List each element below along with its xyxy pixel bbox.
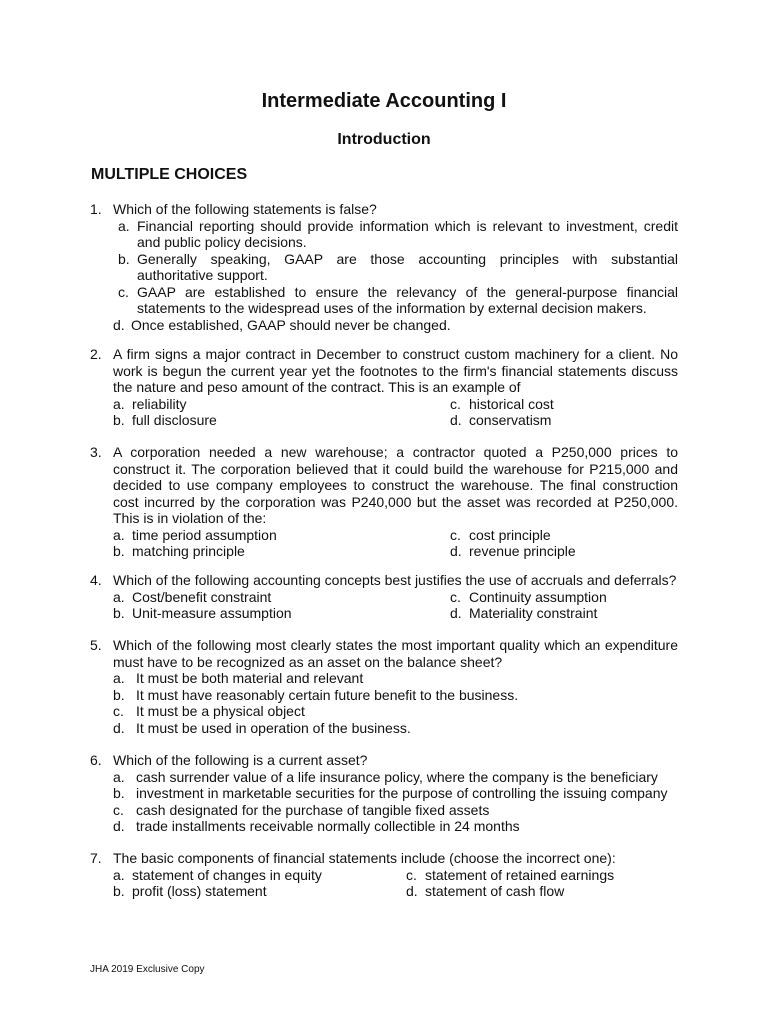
option-letter: b.: [113, 686, 125, 703]
option-letter: d.: [450, 412, 462, 428]
option-letter: a.: [113, 588, 125, 605]
option-b: [113, 605, 450, 622]
option-d: [450, 412, 678, 429]
option-text: It must be used in operation of the business.: [136, 719, 411, 736]
option-a: [113, 867, 406, 884]
option-letter: a.: [113, 768, 125, 785]
option-letter: c.: [113, 801, 124, 818]
option-b: [113, 251, 678, 284]
option-letter: d.: [113, 719, 125, 736]
option-letter: b.: [113, 883, 125, 899]
option-c: [113, 284, 678, 317]
option-letter: d.: [113, 818, 125, 834]
option-d: [113, 818, 678, 835]
option-text: Unit-measure assumption: [132, 605, 292, 621]
option-c: [113, 802, 678, 819]
question-1: [90, 201, 678, 333]
option-c: [450, 527, 678, 544]
question-number: 5.: [90, 637, 102, 653]
option-text: cash designated for the purchase of tangible fixed assets: [136, 801, 490, 818]
page-subtitle: Introduction: [337, 131, 431, 148]
question-7: [90, 850, 678, 900]
question-stem: [90, 444, 678, 527]
section-heading: MULTIPLE CHOICES: [91, 166, 248, 183]
option-text: Once established, GAAP should never be changed.: [131, 316, 451, 333]
option-letter: c.: [450, 526, 461, 543]
option-text: Cost/benefit constraint: [132, 588, 272, 605]
option-letter: a.: [118, 217, 130, 234]
option-text: Generally speaking, GAAP are those accounting principles with substantial authoritative support.: [137, 250, 678, 283]
option-text: profit (loss) statement: [132, 883, 267, 899]
question-text: The basic components of financial statements include (choose the incorrect one):: [113, 850, 616, 866]
option-letter: d.: [113, 316, 125, 333]
question-stem: [90, 346, 678, 396]
option-letter: b.: [113, 543, 125, 559]
option-text: statement of cash flow: [425, 883, 565, 899]
question-text: Which of the following statements is false?: [113, 201, 377, 217]
option-text: statement of changes in equity: [132, 866, 322, 883]
option-text: trade installments receivable normally collectible in 24 months: [136, 818, 520, 834]
question-text: Which of the following most clearly states the most important quality which an expenditure must have to be recognized as an asset on the balance sheet?: [113, 637, 678, 670]
question-stem: [90, 752, 678, 769]
option-d: [406, 883, 678, 900]
option-d: [450, 605, 678, 622]
option-b: [113, 687, 678, 704]
option-letter: d.: [450, 543, 462, 559]
option-d: [113, 720, 678, 737]
question-stem: [90, 572, 678, 589]
question-stem: [90, 850, 678, 867]
option-a: [113, 589, 450, 606]
option-c: [113, 703, 678, 720]
question-number: 7.: [90, 850, 102, 866]
option-letter: a.: [113, 670, 125, 686]
question-text: A corporation needed a new warehouse; a contractor quoted a P250,000 prices to construct it. The corporation believed that it could build the warehouse for P215,000 and decided to use company employees to construct the warehouse. The final construction cost incurred by the corporation was P240,000 but the asset was recorded at P250,000. This is in violation of the:: [113, 444, 678, 526]
option-b: [113, 543, 450, 560]
option-b: [113, 412, 450, 429]
option-text: Materiality constraint: [469, 605, 598, 621]
page-title: Intermediate Accounting I: [261, 90, 507, 112]
option-letter: a.: [113, 395, 125, 412]
option-text: cash surrender value of a life insurance policy, where the company is the beneficiary: [136, 768, 658, 785]
question-3: [90, 444, 678, 560]
option-b: [113, 883, 406, 900]
option-text: It must be a physical object: [136, 703, 305, 719]
question-6: [90, 752, 678, 835]
option-text: investment in marketable securities for the purpose of controlling the issuing company: [136, 785, 668, 801]
option-b: [113, 785, 678, 802]
question-stem: [90, 201, 678, 218]
option-letter: d.: [406, 883, 418, 899]
option-text: revenue principle: [469, 543, 576, 559]
option-text: full disclosure: [132, 412, 217, 428]
option-c: [450, 589, 678, 606]
option-letter: b.: [118, 250, 130, 267]
option-a: [113, 396, 450, 413]
option-text: historical cost: [469, 395, 554, 412]
option-text: statement of retained earnings: [425, 866, 615, 883]
question-stem: [90, 637, 678, 670]
footer: JHA 2019 Exclusive Copy: [90, 964, 205, 975]
option-text: conservatism: [469, 412, 552, 428]
option-text: cost principle: [469, 526, 551, 543]
option-a: [113, 218, 678, 251]
question-text: A firm signs a major contract in December to construct custom machinery for a client. No work is begun the current year yet the footnotes to the firm's financial statements discuss the nature and peso amount of the contract. This is an example of: [113, 346, 678, 395]
option-text: matching principle: [132, 543, 245, 559]
option-letter: c.: [406, 866, 417, 883]
option-letter: c.: [450, 395, 461, 412]
option-text: It must be both material and relevant: [136, 670, 364, 686]
option-letter: a.: [113, 526, 125, 543]
option-letter: c.: [113, 703, 124, 719]
question-5: [90, 637, 678, 736]
option-text: Financial reporting should provide information which is relevant to investment, credit and public policy decisions.: [137, 217, 678, 250]
option-letter: a.: [113, 866, 125, 883]
question-text: Which of the following is a current asset?: [113, 752, 368, 768]
option-letter: b.: [113, 412, 125, 428]
option-letter: d.: [450, 605, 462, 621]
option-letter: c.: [450, 588, 461, 605]
question-number: 3.: [90, 444, 102, 460]
question-number: 1.: [90, 201, 102, 217]
option-letter: c.: [118, 283, 129, 300]
question-text: Which of the following accounting concepts best justifies the use of accruals and deferrals?: [113, 572, 677, 588]
question-number: 2.: [90, 346, 102, 362]
option-d: [450, 543, 678, 560]
option-text: reliability: [132, 395, 187, 412]
question-4: [90, 572, 678, 622]
option-text: It must have reasonably certain future benefit to the business.: [136, 686, 519, 703]
option-text: Continuity assumption: [469, 588, 607, 605]
question-number: 6.: [90, 752, 102, 768]
question-2: [90, 346, 678, 429]
option-d: [113, 317, 678, 334]
option-c: [450, 396, 678, 413]
option-text: GAAP are established to ensure the relevancy of the general-purpose financial statements to the widespread uses of the information by external decision makers.: [137, 283, 678, 316]
option-letter: b.: [113, 605, 125, 621]
option-a: [113, 769, 678, 786]
option-c: [406, 867, 678, 884]
question-number: 4.: [90, 572, 102, 588]
option-a: [113, 670, 678, 687]
option-letter: b.: [113, 785, 125, 801]
option-text: time period assumption: [132, 526, 277, 543]
option-a: [113, 527, 450, 544]
